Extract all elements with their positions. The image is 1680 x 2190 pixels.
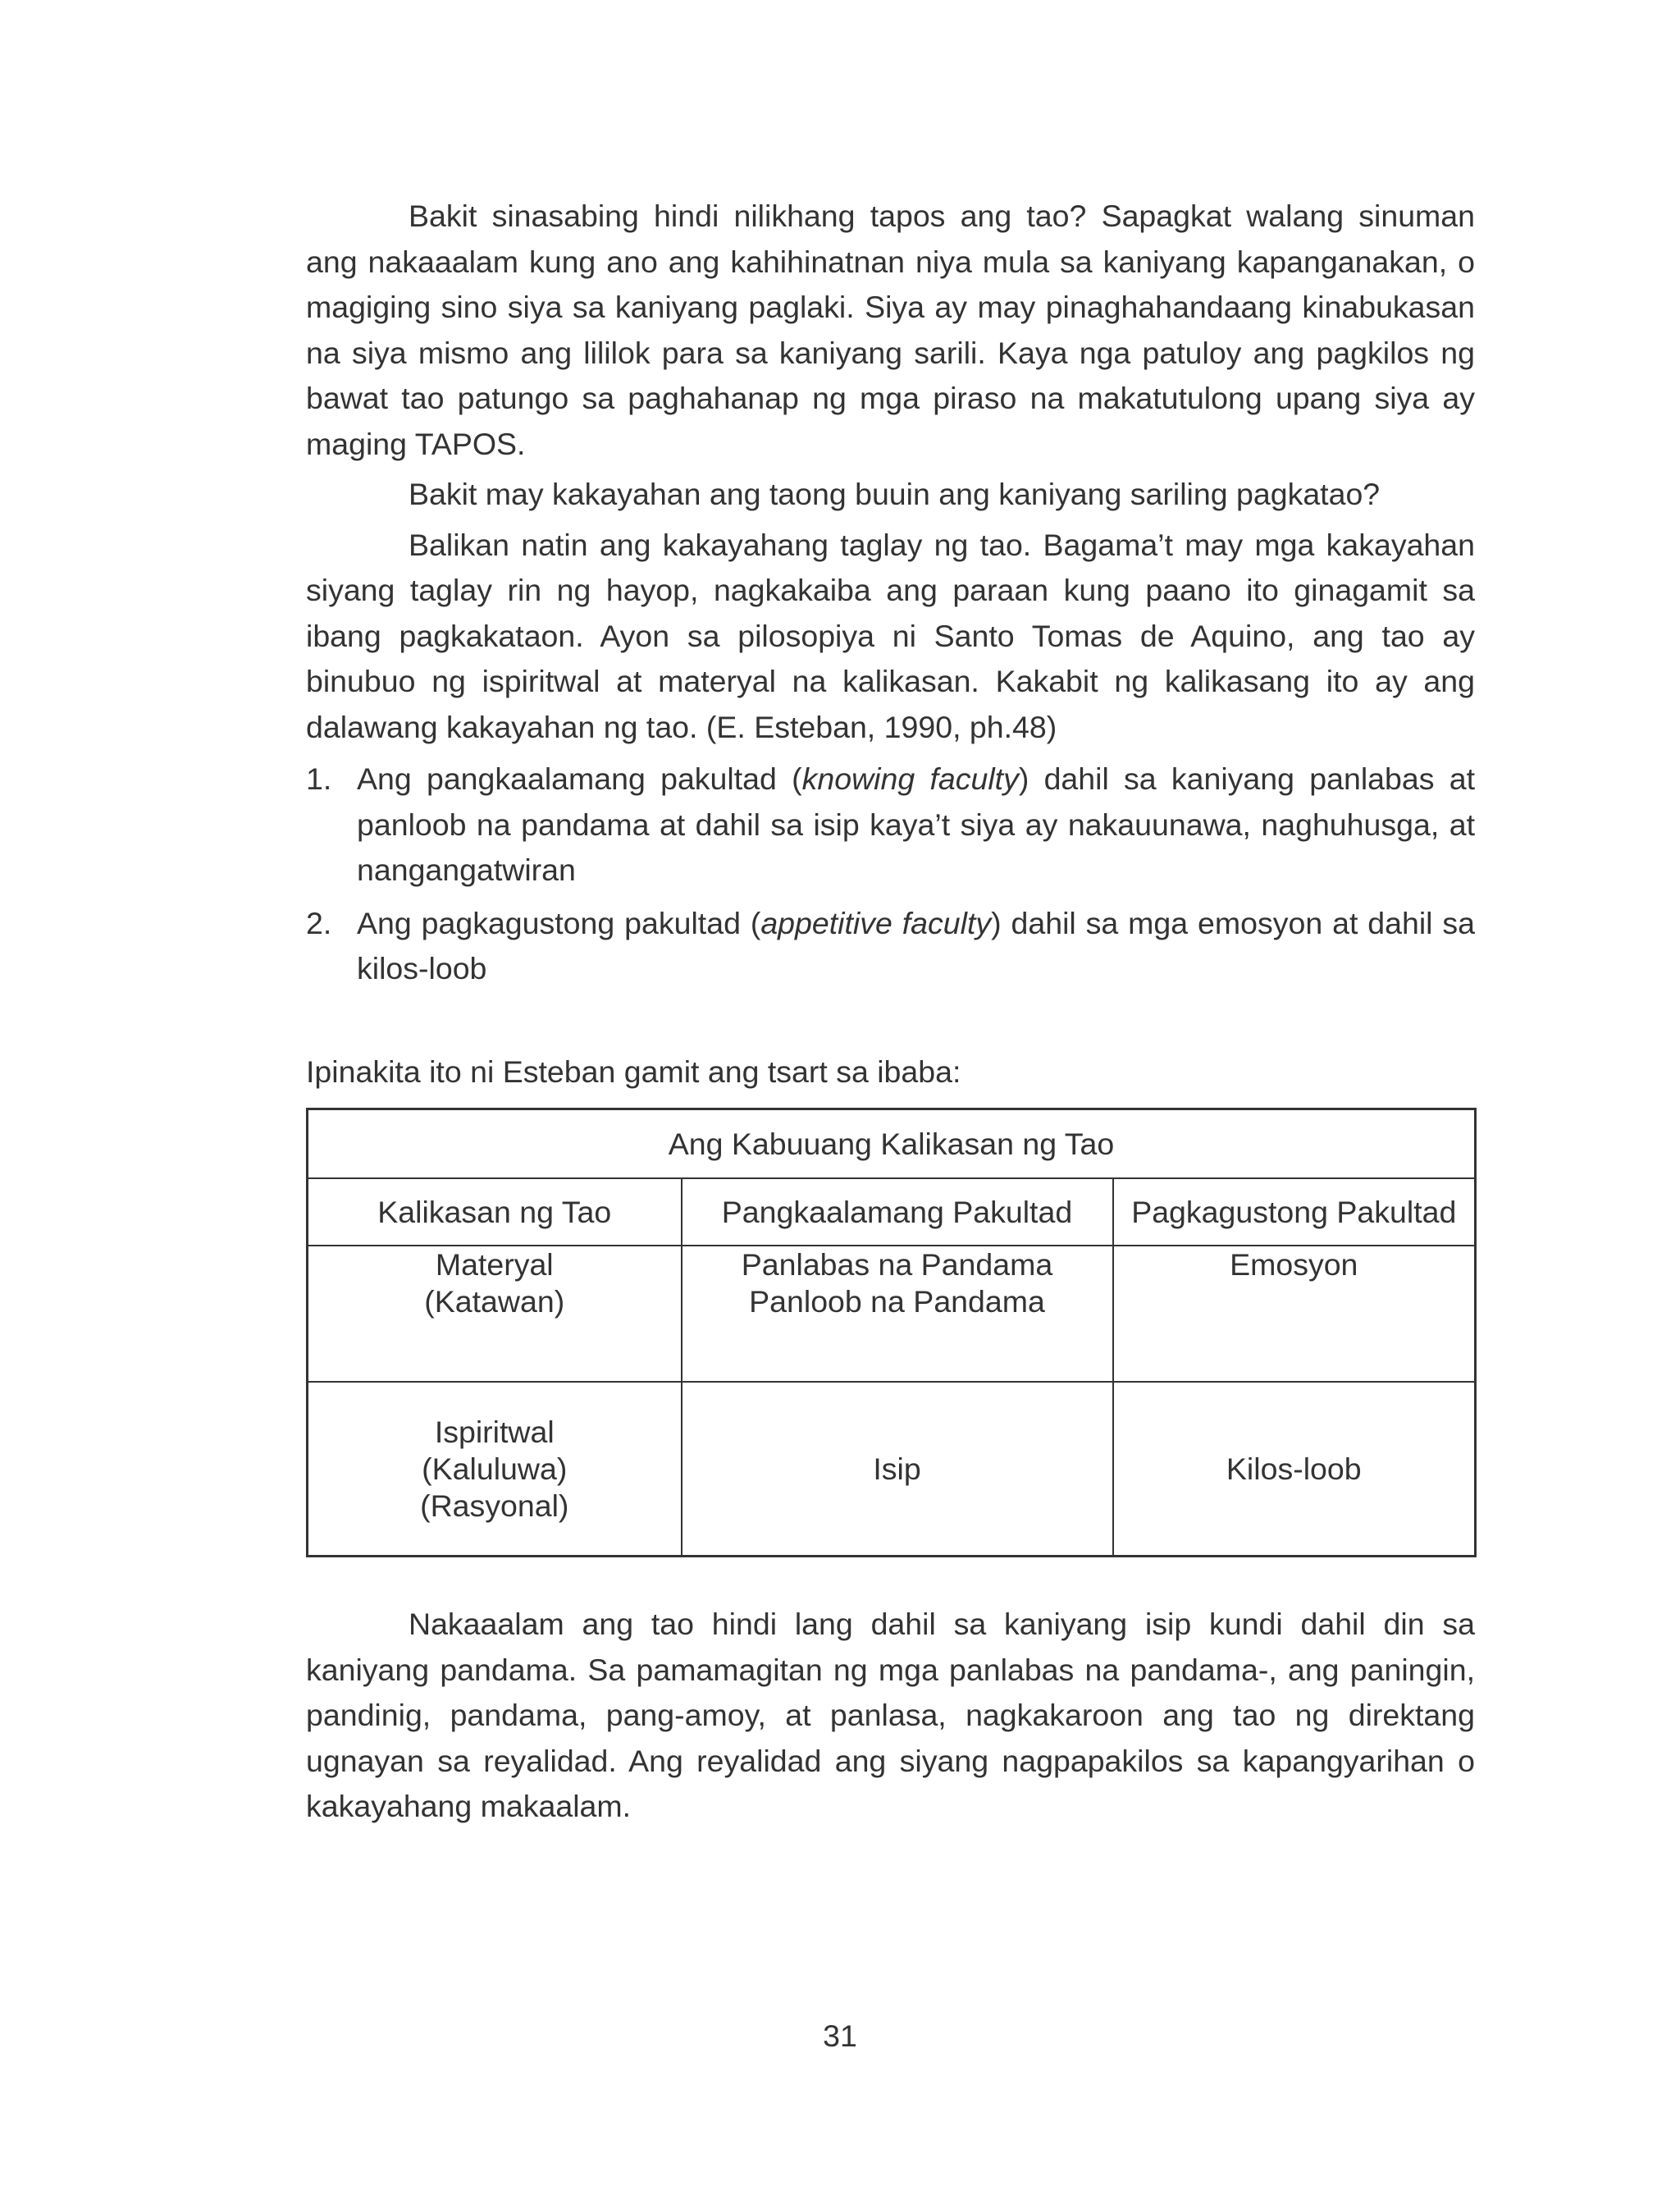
paragraph-hindi-tapos: Bakit sinasabing hindi nilikhang tapos ang tao? Sapagkat walang sinuman ang nakaaalam kung ano ang kahihinatnan niya mula sa kaniyang kapanganakan, o magiging sino siya sa kaniyang paglaki. Siya ay may pinaghahandaang kinabukasan na siya mismo ang lililok para sa kaniyang sarili. Kaya nga patuloy ang pagkilos ng bawat tao patungo sa paghahanap ng mga piraso na makatutulong upang siya ay maging TAPOS. [306,199,1475,461]
list-item-text [357,901,1475,992]
cell-line: Isip [873,1451,921,1486]
cell-knowing-material [682,1246,1113,1382]
table-title: Ang Kabuuang Kalikasan ng Tao [308,1109,1476,1179]
paragraph-kakayahan: Balikan natin ang kakayahang taglay ng tao. Bagama’t may mga kakayahan siyang taglay rin ng hayop, nagkakaiba ang paraan kung paano ito ginagamit sa ibang pagkakataon. Ayon sa pilosopiya ni Santo Tomas de Aquino, ang tao ay binubuo ng ispiritwal at materyal na kalikasan. Kakabit ng kalikasang ito ay ang dalawang kakayahan ng tao. (E. Esteban, 1990, ph.48) [306,527,1475,744]
cell-appetitive-spiritual [1113,1382,1476,1557]
table-header-row [308,1178,1476,1246]
cell-knowing-spiritual [682,1382,1113,1557]
list-item-term: appetitive faculty [760,905,992,940]
body-text-bottom [306,1602,1475,1830]
page-number: 31 [823,2019,857,2053]
column-header-appetitive: Pagkagustong Pakultad [1113,1178,1476,1246]
list-number: 1. [306,761,332,796]
list-item-text-before: Ang pangkaalamang pakultad ( [357,761,802,796]
cell-line: Panloob na Pandama [749,1284,1045,1319]
list-item-text-after: ) dahil sa kaniyang panlabas at panloob na pandama at dahil sa isip kaya’t siya ay nakauunawa, naghuhusga, at nangangatwiran [357,761,1475,887]
list-number: 2. [306,905,332,940]
cell-line: (Kaluluwa) [422,1451,568,1486]
nature-of-man-table [306,1108,1477,1557]
cell-appetitive-material [1113,1246,1476,1382]
cell-nature-spiritual [308,1382,682,1557]
table-row [308,1246,1476,1382]
chart-intro: Ipinakita ito ni Esteban gamit ang tsart sa ibaba: [306,1054,961,1089]
list-item-text-after: ) dahil sa mga emosyon at dahil sa kilos-loob [357,905,1475,985]
list-item-text-before: Ang pagkagustong pakultad ( [357,905,761,940]
list-item-knowing-faculty [306,757,1475,894]
table-row [308,1382,1476,1557]
cell-line: Ispiritwal [434,1414,555,1449]
column-header-knowing: Pangkaalamang Pakultad [682,1178,1113,1246]
column-header-nature: Kalikasan ng Tao [308,1178,682,1246]
cell-line: (Katawan) [424,1284,565,1319]
paragraph-nakaaalam: Nakaaalam ang tao hindi lang dahil sa kaniyang isip kundi dahil din sa kaniyang pandama. Sa pamamagitan ng mga panlabas na pandama-, ang paningin, pandinig, pandama, pang-amoy, at panlasa, nagkakaroon ang tao ng direktang ugnayan sa reyalidad. Ang reyalidad ang siyang nagpapakilos sa kapangyarihan o kakayahang makaalam. [306,1607,1475,1823]
body-text-top [306,194,1475,992]
cell-line: (Rasyonal) [420,1488,569,1523]
cell-line: Panlabas na Pandama [741,1247,1053,1282]
list-item-text [357,757,1475,894]
cell-line: Emosyon [1230,1247,1358,1282]
paragraph-question: Bakit may kakayahan ang taong buuin ang kaniyang sariling pagkatao? [409,477,1381,511]
cell-line: Materyal [435,1247,554,1282]
list-item-appetitive-faculty [306,901,1475,992]
cell-nature-material [308,1246,682,1382]
list-item-term: knowing faculty [801,761,1019,796]
cell-line: Kilos-loob [1226,1451,1362,1486]
